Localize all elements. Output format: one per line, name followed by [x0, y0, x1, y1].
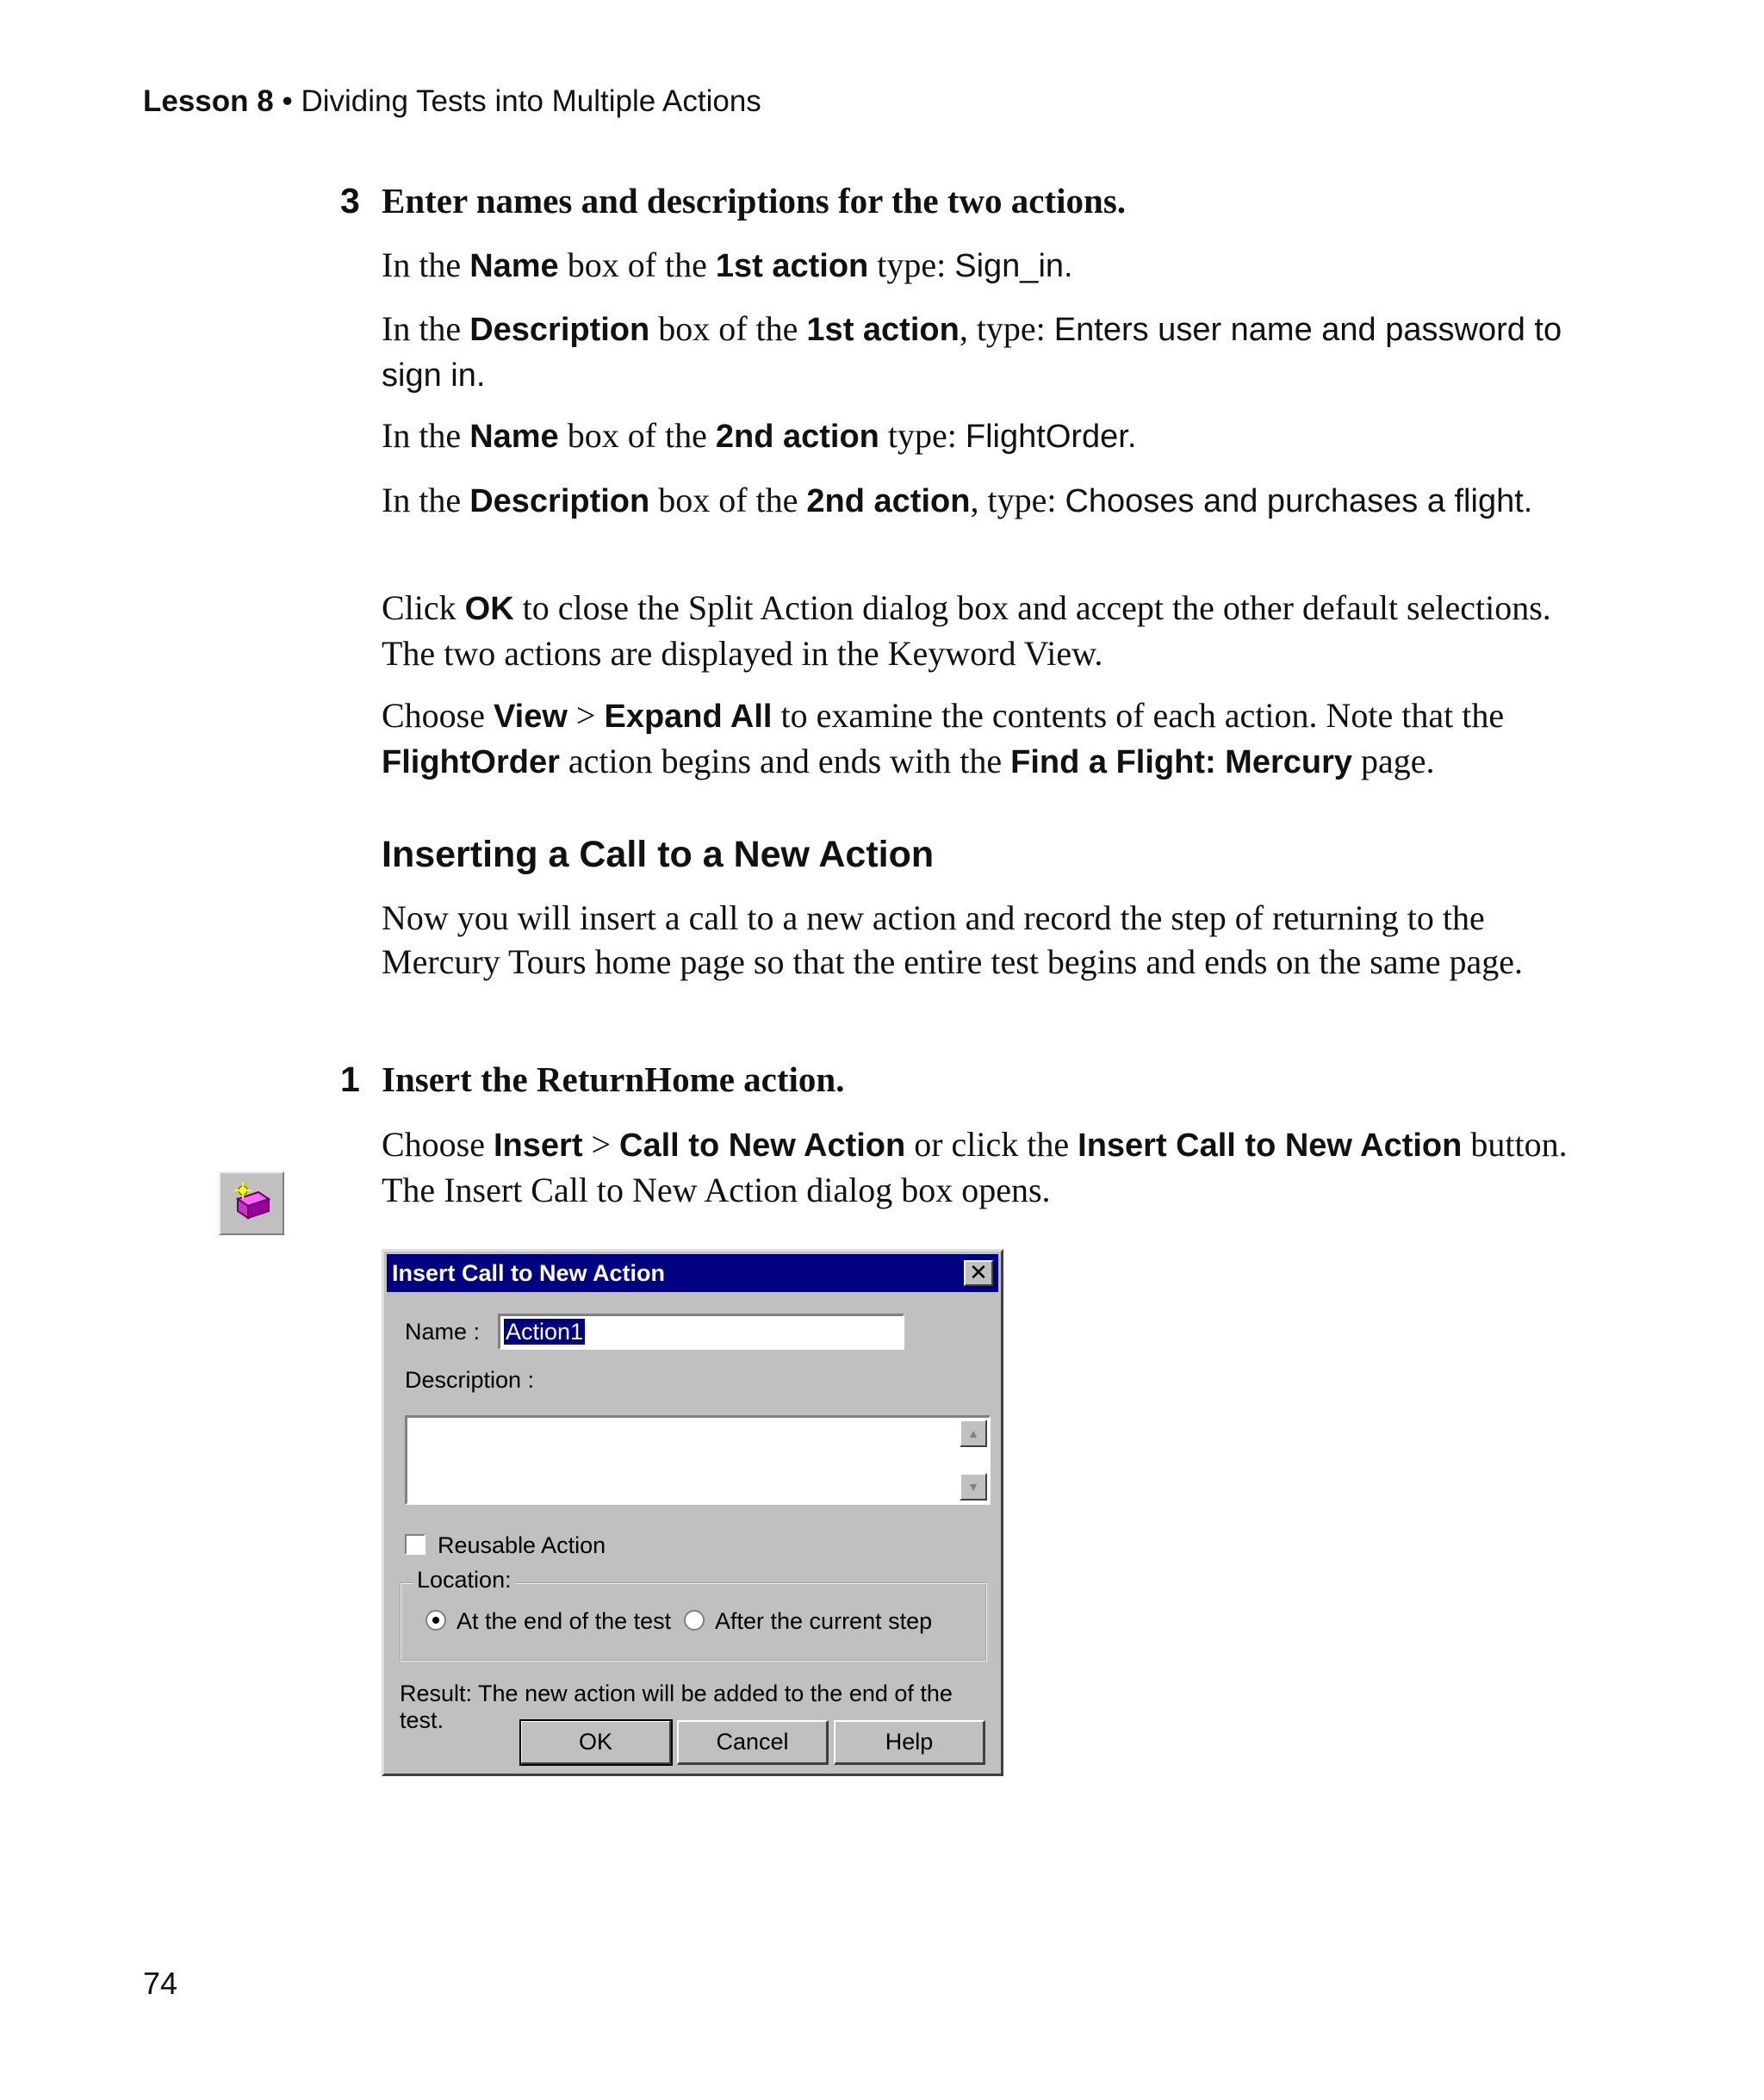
keyword-1st-action: 1st action: [806, 312, 960, 348]
keyword-2nd-action: 2nd action: [806, 483, 971, 519]
insert-call-dialog: [382, 1249, 1003, 1776]
location-label: Location:: [413, 1567, 515, 1594]
paragraph-click-ok: [382, 586, 1587, 675]
keyword-find-a-flight: Find a Flight: Mercury: [1010, 744, 1353, 780]
typed-value: FlightOrder.: [965, 419, 1137, 455]
typed-value: Enters user name and password to sign in.: [382, 312, 1562, 394]
keyword-call-to-new-action: Call to New Action: [619, 1128, 906, 1164]
text: box of the: [558, 245, 716, 284]
text: >: [582, 1125, 620, 1164]
text: Choose: [382, 1125, 494, 1164]
ok-button[interactable]: OK: [520, 1720, 672, 1765]
step-3-heading: [340, 179, 1126, 222]
text: , type:: [970, 481, 1065, 519]
keyword-insert: Insert: [494, 1128, 583, 1164]
name-label: Name :: [405, 1319, 481, 1345]
text: page.: [1352, 742, 1435, 780]
text: button. The Insert Call to New Action dialog box opens.: [382, 1125, 1568, 1209]
step-1-heading: [340, 1058, 844, 1101]
page-number: 74: [143, 1966, 178, 2001]
paragraph-name-2nd-action: [382, 413, 1587, 459]
keyword-1st-action: 1st action: [715, 248, 869, 284]
description-textarea[interactable]: [405, 1415, 991, 1505]
lesson-label: Lesson 8: [143, 84, 274, 118]
keyword-insert-call-button: Insert Call to New Action: [1078, 1128, 1463, 1164]
step-number: 1: [340, 1059, 360, 1099]
paragraph-name-1st-action: [382, 243, 1587, 289]
scroll-down-button[interactable]: ▼: [960, 1473, 987, 1500]
header-bullet: •: [282, 84, 293, 118]
insert-call-to-new-action-icon: [219, 1171, 284, 1235]
text: Click: [382, 588, 465, 627]
paragraph-expand-all: [382, 693, 1587, 785]
close-button[interactable]: ✕: [964, 1260, 993, 1286]
step-title: Enter names and descriptions for the two actions.: [382, 181, 1127, 221]
text: box of the: [558, 416, 716, 455]
name-input-value: Action1: [506, 1319, 584, 1345]
radio-after-current-step-label[interactable]: After the current step: [715, 1608, 933, 1634]
radio-selected-dot: [432, 1617, 439, 1624]
insert-call-to-new-action-icon-graphic: [220, 1173, 283, 1233]
section-heading: Inserting a Call to a New Action: [382, 834, 935, 875]
paragraph-insert-call: [382, 1122, 1587, 1212]
paragraph-description-2nd-action: [382, 478, 1587, 524]
keyword-2nd-action: 2nd action: [715, 419, 879, 455]
step-title: Insert the ReturnHome action.: [382, 1059, 845, 1099]
step-number: 3: [340, 181, 360, 221]
description-label: Description :: [405, 1367, 535, 1393]
result-text: Result: The new action will be added to the end of the test.: [400, 1681, 953, 1733]
text: In the: [382, 416, 470, 455]
chapter-title: Dividing Tests into Multiple Actions: [301, 84, 761, 118]
keyword-expand-all: Expand All: [604, 699, 773, 735]
help-button[interactable]: Help: [834, 1720, 985, 1765]
dialog-title: Insert Call to New Action: [392, 1260, 666, 1286]
text: >: [567, 696, 605, 735]
text: In the: [382, 245, 470, 284]
radio-end-of-test-label[interactable]: At the end of the test: [457, 1608, 672, 1634]
text: to close the Split Action dialog box and accept the other default selections. The two actions are displayed in the Keyword View.: [382, 588, 1551, 673]
text: box of the: [649, 481, 807, 519]
scroll-up-button[interactable]: ▲: [960, 1420, 987, 1447]
keyword-flightorder: FlightOrder: [382, 744, 560, 780]
cancel-button[interactable]: Cancel: [677, 1720, 829, 1765]
keyword-description: Description: [469, 312, 650, 348]
text: to examine the contents of each action. Note that the: [772, 696, 1505, 735]
text: action begins and ends with the: [559, 742, 1011, 780]
typed-value: Chooses and purchases a flight.: [1065, 483, 1533, 519]
text: type:: [868, 245, 955, 284]
dialog-titlebar[interactable]: [387, 1254, 998, 1292]
reusable-action-label[interactable]: Reusable Action: [438, 1532, 606, 1558]
text: or click the: [905, 1125, 1078, 1164]
reusable-action-checkbox[interactable]: [405, 1534, 425, 1555]
text: In the: [382, 309, 470, 348]
keyword-name: Name: [469, 419, 559, 455]
radio-end-of-test[interactable]: [425, 1610, 446, 1631]
radio-after-current-step[interactable]: [684, 1610, 705, 1631]
text: In the: [382, 481, 470, 519]
keyword-view: View: [494, 699, 568, 735]
text: Choose: [382, 696, 494, 735]
keyword-ok: OK: [464, 591, 514, 627]
name-input[interactable]: [498, 1314, 904, 1350]
text: type:: [879, 416, 966, 455]
keyword-description: Description: [469, 483, 650, 519]
typed-value: Sign_in.: [954, 248, 1073, 284]
keyword-name: Name: [469, 248, 559, 284]
text: box of the: [649, 309, 807, 348]
text: , type:: [959, 309, 1054, 348]
location-group: [400, 1567, 987, 1662]
section-intro: Now you will insert a call to a new action and record the step of returning to the Mercury Tours home page so that the entire test begins and ends on the same page.: [382, 898, 1523, 981]
running-header: [143, 84, 761, 119]
paragraph-description-1st-action: [382, 307, 1587, 398]
